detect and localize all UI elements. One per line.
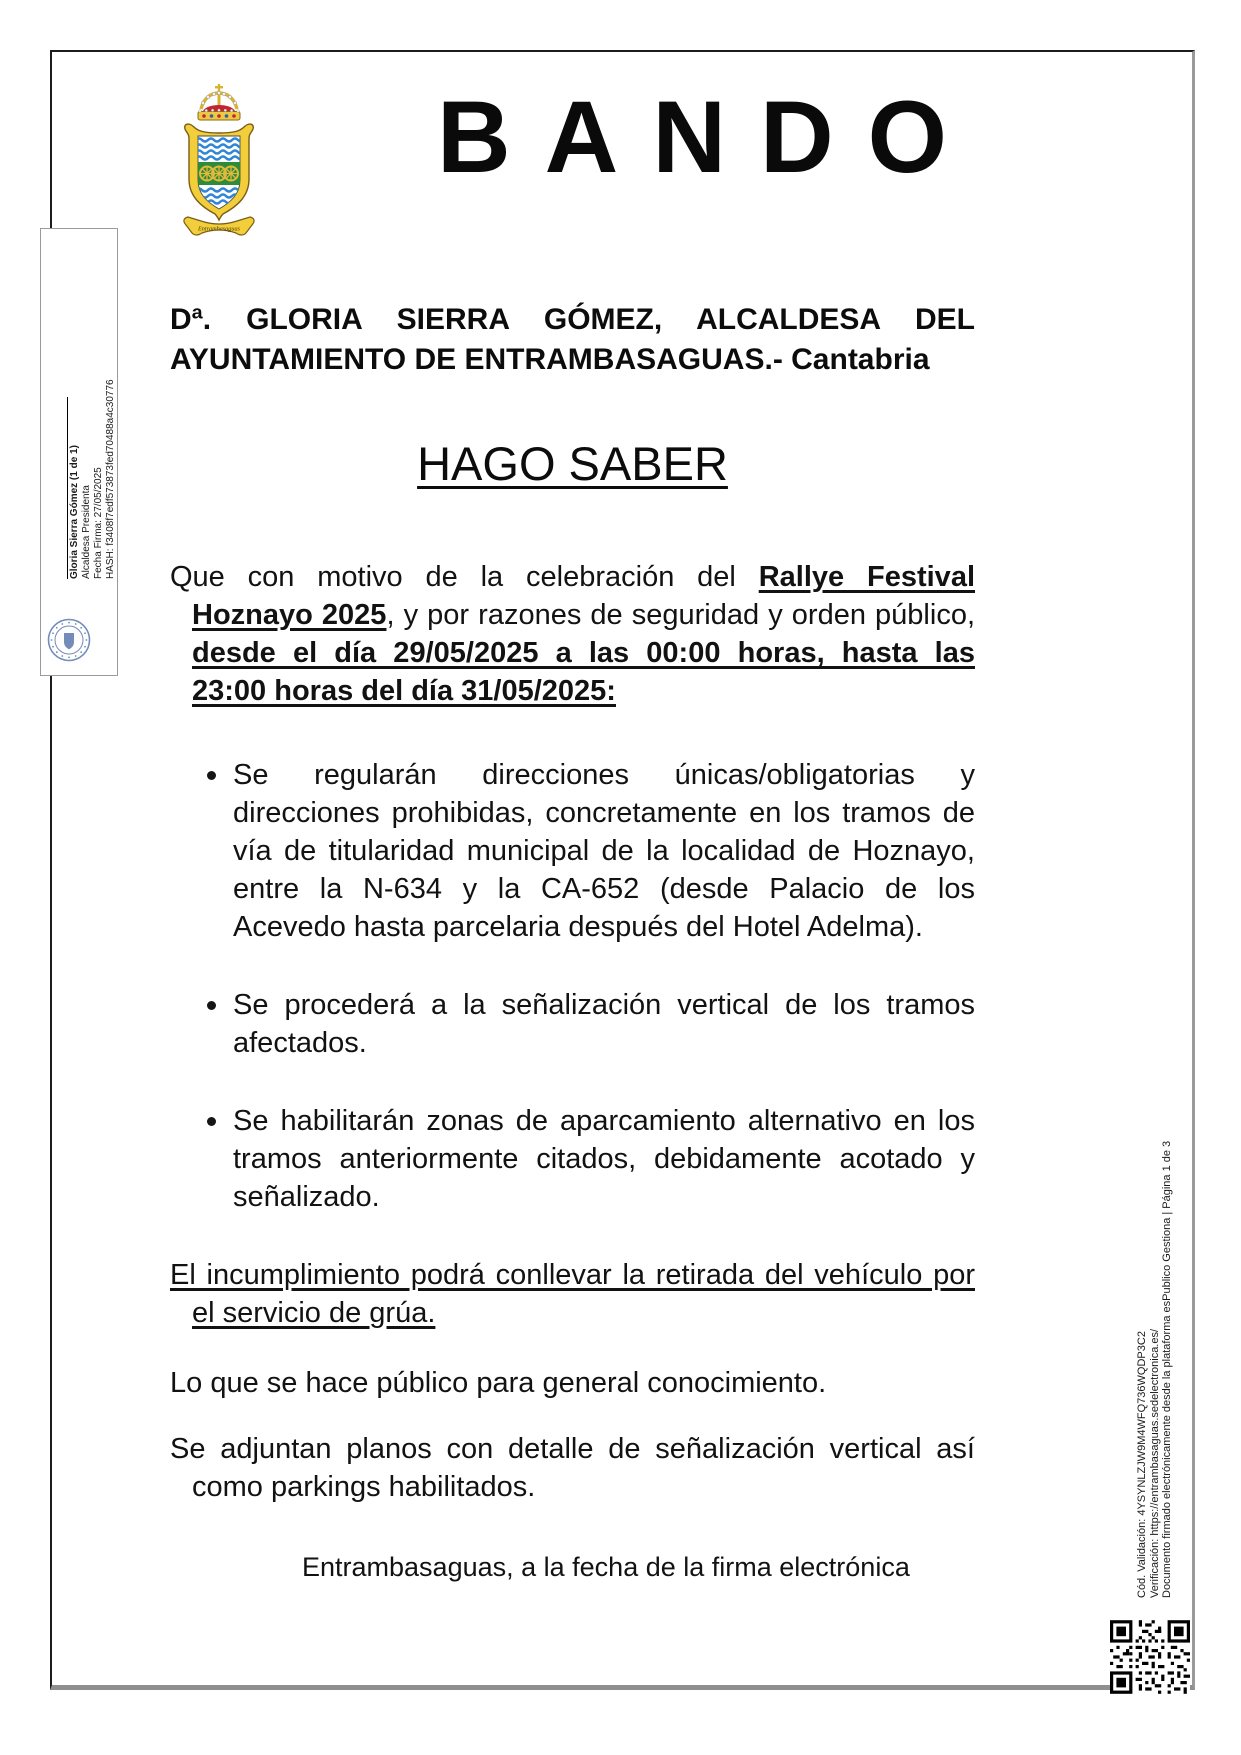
proclamation-text: HAGO SABER [417,437,728,490]
bullet-icon [205,986,233,1062]
coat-of-arms [173,82,265,244]
proclamation-heading [170,436,975,491]
signature-margin-box [40,228,118,676]
signature-place: Entrambasaguas, a la fecha de la firma electrónica [302,1552,910,1582]
authority-line: Dª. GLORIA SIERRA GÓMEZ, ALCALDESA DEL AYUNTAMIENTO DE ENTRAMBASAGUAS.- Cantabria [170,303,975,376]
list-item [170,1102,975,1216]
document-body [170,558,975,1586]
document-title: BANDO [437,80,981,194]
signature-hash: HASH: f3408f7edf573873fed70488a4c30776 [105,379,116,579]
validation-code: Cód. Validación: 4YSYNLZJW9M4WFQ736WQDP3C2 [1136,1331,1148,1598]
official-seal-icon [46,617,92,663]
signature-info [67,379,117,579]
ribbon-text: Entrambasaguas [198,225,240,233]
platform-note: Documento firmado electrónicamente desde la plataforma esPublico Gestiona | Página 1 de 3 [1161,1140,1173,1598]
bullet-text: Se habilitarán zonas de aparcamiento alternativo en los tramos anteriormente citados, debidamente acotado y señalizado. [233,1105,975,1213]
bullet-icon [205,756,233,946]
signature-date: Fecha Firma: 27/05/2025 [93,467,104,579]
bullet-icon [205,1102,233,1216]
validation-margin [1136,1141,1174,1598]
signer-title: Alcaldesa Presidenta [81,485,92,579]
list-item [170,986,975,1062]
shield-icon [185,124,254,220]
signature-rule [67,397,68,579]
crown-icon [198,84,240,120]
qr-code [1110,1620,1190,1694]
bullet-text: Se procederá a la señalización vertical de los tramos afectados. [233,989,975,1059]
list-item [170,756,975,946]
bullet-list [170,756,975,1216]
warning-paragraph [170,1256,975,1332]
attachments-note: Se adjuntan planos con detalle de señalización vertical así como parkings habilitados. [170,1433,975,1503]
signer-name: Gloria Sierra Gómez (1 de 1) [69,445,80,579]
verification-url: Verificación: https://entrambasaguas.sedelectronica.es/ [1148,1328,1161,1598]
intro-paragraph: Que con motivo de la celebración del Rallye Festival Hoznayo 2025, y por razones de seguridad y orden público, desde el día 29/05/2025 a las 00:00 horas, hasta las 23:00 horas del día 31/05/2025: [170,561,976,707]
public-notice: Lo que se hace público para general conocimiento. [170,1367,827,1399]
bullet-text: Se regularán direcciones únicas/obligatorias y direcciones prohibidas, concretamente en los tramos de vía de titularidad municipal de la localidad de Hoznayo, entre la N-634 y la CA-652 (desde Palacio de los Acevedo hasta parcelaria después del Hotel Adelma). [233,759,975,943]
warning-text: El incumplimiento podrá conllevar la retirada del vehículo por el servicio de grúa. [170,1259,975,1329]
